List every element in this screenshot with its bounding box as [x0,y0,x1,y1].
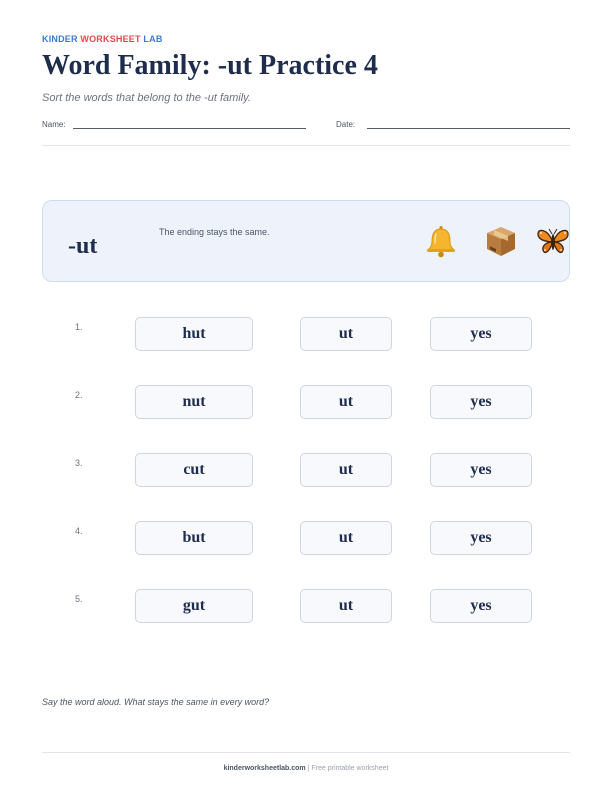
name-label: Name: [42,120,66,129]
date-line[interactable] [367,128,570,129]
word-box[interactable]: hut [135,317,253,351]
family-note: The ending stays the same. [159,227,270,237]
row-number: 4. [75,526,83,536]
row-number: 3. [75,458,83,468]
footer-divider [42,752,570,753]
brand-header [42,34,163,44]
word-box[interactable]: nut [135,385,253,419]
name-line[interactable] [73,128,306,129]
brand-part-2: WORKSHEET [80,34,141,44]
ending-box[interactable]: ut [300,385,392,419]
answer-box[interactable]: yes [430,317,532,351]
page-title: Word Family: -ut Practice 4 [42,50,378,81]
page-subtitle: Sort the words that belong to the -ut family. [42,92,251,104]
header-divider [42,145,570,146]
word-box[interactable]: gut [135,589,253,623]
answer-box[interactable]: yes [430,589,532,623]
family-label: -ut [68,233,98,259]
ending-box[interactable]: ut [300,317,392,351]
footer-site[interactable]: kinderworksheetlab.com [223,765,306,772]
footer-separator: | [307,765,310,772]
butterfly-icon [535,223,571,259]
answer-box[interactable]: yes [430,453,532,487]
reflection-prompt: Say the word aloud. What stays the same in every word? [42,697,270,707]
box-icon [483,223,519,259]
bell-icon [423,223,459,259]
answer-box[interactable]: yes [430,385,532,419]
row-number: 2. [75,390,83,400]
date-label: Date: [336,120,356,129]
row-number: 5. [75,594,83,604]
ending-box[interactable]: ut [300,521,392,555]
footer [0,765,612,772]
word-box[interactable]: but [135,521,253,555]
ending-box[interactable]: ut [300,453,392,487]
word-family-banner [42,200,570,282]
row-number: 1. [75,322,83,332]
answer-box[interactable]: yes [430,521,532,555]
ending-box[interactable]: ut [300,589,392,623]
footer-tagline: Free printable worksheet [311,765,389,772]
word-box[interactable]: cut [135,453,253,487]
brand-part-1: KINDER [42,34,78,44]
brand-part-3: LAB [143,34,163,44]
